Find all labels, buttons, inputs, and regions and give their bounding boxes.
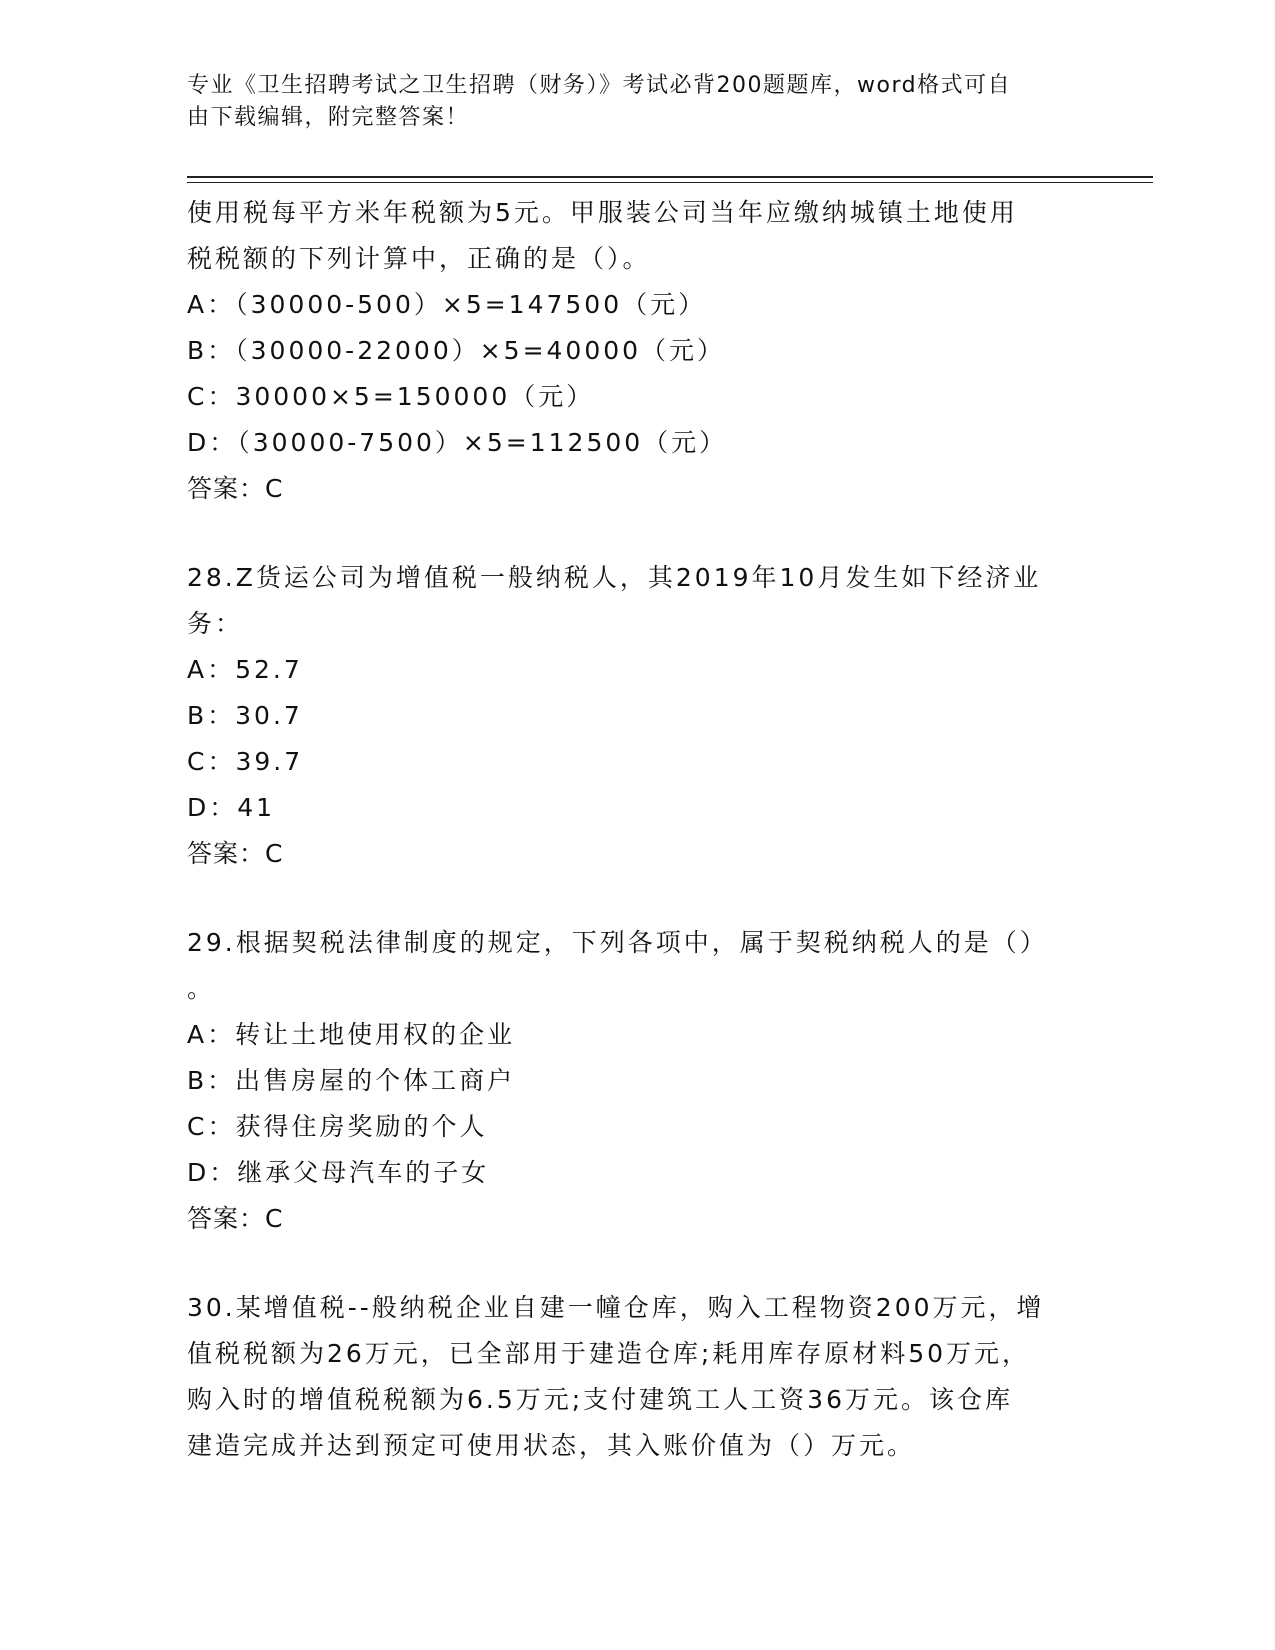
answer-line: 答案：C xyxy=(187,474,284,503)
question-30 xyxy=(187,1285,1087,1469)
question-stem-line: 使用税每平方米年税额为5元。甲服装公司当年应缴纳城镇土地使用 xyxy=(187,198,1018,227)
document-header xyxy=(187,70,1067,134)
question-spacer xyxy=(187,512,1087,555)
question-stem-line: 建造完成并达到预定可使用状态，其入账价值为（）万元。 xyxy=(187,1431,916,1460)
question-stem-line: 30.某增值税--般纳税企业自建一幢仓库，购入工程物资200万元，增 xyxy=(187,1293,1045,1322)
option-d: D：（30000-7500）×5=112500（元） xyxy=(187,428,728,457)
option-b: B：出售房屋的个体工商户 xyxy=(187,1066,516,1095)
question-stem-line: 值税税额为26万元，已全部用于建造仓库;耗用库存原材料50万元， xyxy=(187,1339,1031,1368)
answer-line: 答案：C xyxy=(187,839,284,868)
option-c: C：39.7 xyxy=(187,747,304,776)
question-stem-line: 务： xyxy=(187,609,244,638)
header-line-2: 由下载编辑，附完整答案！ xyxy=(187,105,470,130)
option-d: D：继承父母汽车的子女 xyxy=(187,1158,490,1187)
question-list xyxy=(187,190,1087,1469)
question-stem-line: 28.Z货运公司为增值税一般纳税人，其2019年10月发生如下经济业 xyxy=(187,563,1042,592)
header-divider-thin xyxy=(187,182,1153,183)
header-divider-thick xyxy=(187,176,1153,178)
option-b: B：（30000-22000）×5=40000（元） xyxy=(187,336,726,365)
answer-line: 答案：C xyxy=(187,1204,284,1233)
question-29 xyxy=(187,920,1087,1242)
option-c: C：获得住房奖励的个人 xyxy=(187,1112,488,1141)
question-spacer xyxy=(187,1242,1087,1285)
question-stem-line: 29.根据契税法律制度的规定，下列各项中，属于契税纳税人的是（） xyxy=(187,928,1048,957)
option-a: A：52.7 xyxy=(187,655,303,684)
question-27 xyxy=(187,190,1087,512)
question-28 xyxy=(187,555,1087,877)
option-a: A：（30000-500）×5=147500（元） xyxy=(187,290,707,319)
question-spacer xyxy=(187,877,1087,920)
option-c: C：30000×5=150000（元） xyxy=(187,382,595,411)
question-stem-line: 购入时的增值税税额为6.5万元;支付建筑工人工资36万元。该仓库 xyxy=(187,1385,1013,1414)
question-stem-line: 。 xyxy=(187,974,216,1003)
header-line-1: 专业《卫生招聘考试之卫生招聘（财务）》考试必背200题题库，word格式可自 xyxy=(187,73,1012,98)
option-b: B：30.7 xyxy=(187,701,303,730)
option-a: A：转让土地使用权的企业 xyxy=(187,1020,516,1049)
question-stem-line: 税税额的下列计算中，正确的是（）。 xyxy=(187,244,651,273)
option-d: D：41 xyxy=(187,793,276,822)
